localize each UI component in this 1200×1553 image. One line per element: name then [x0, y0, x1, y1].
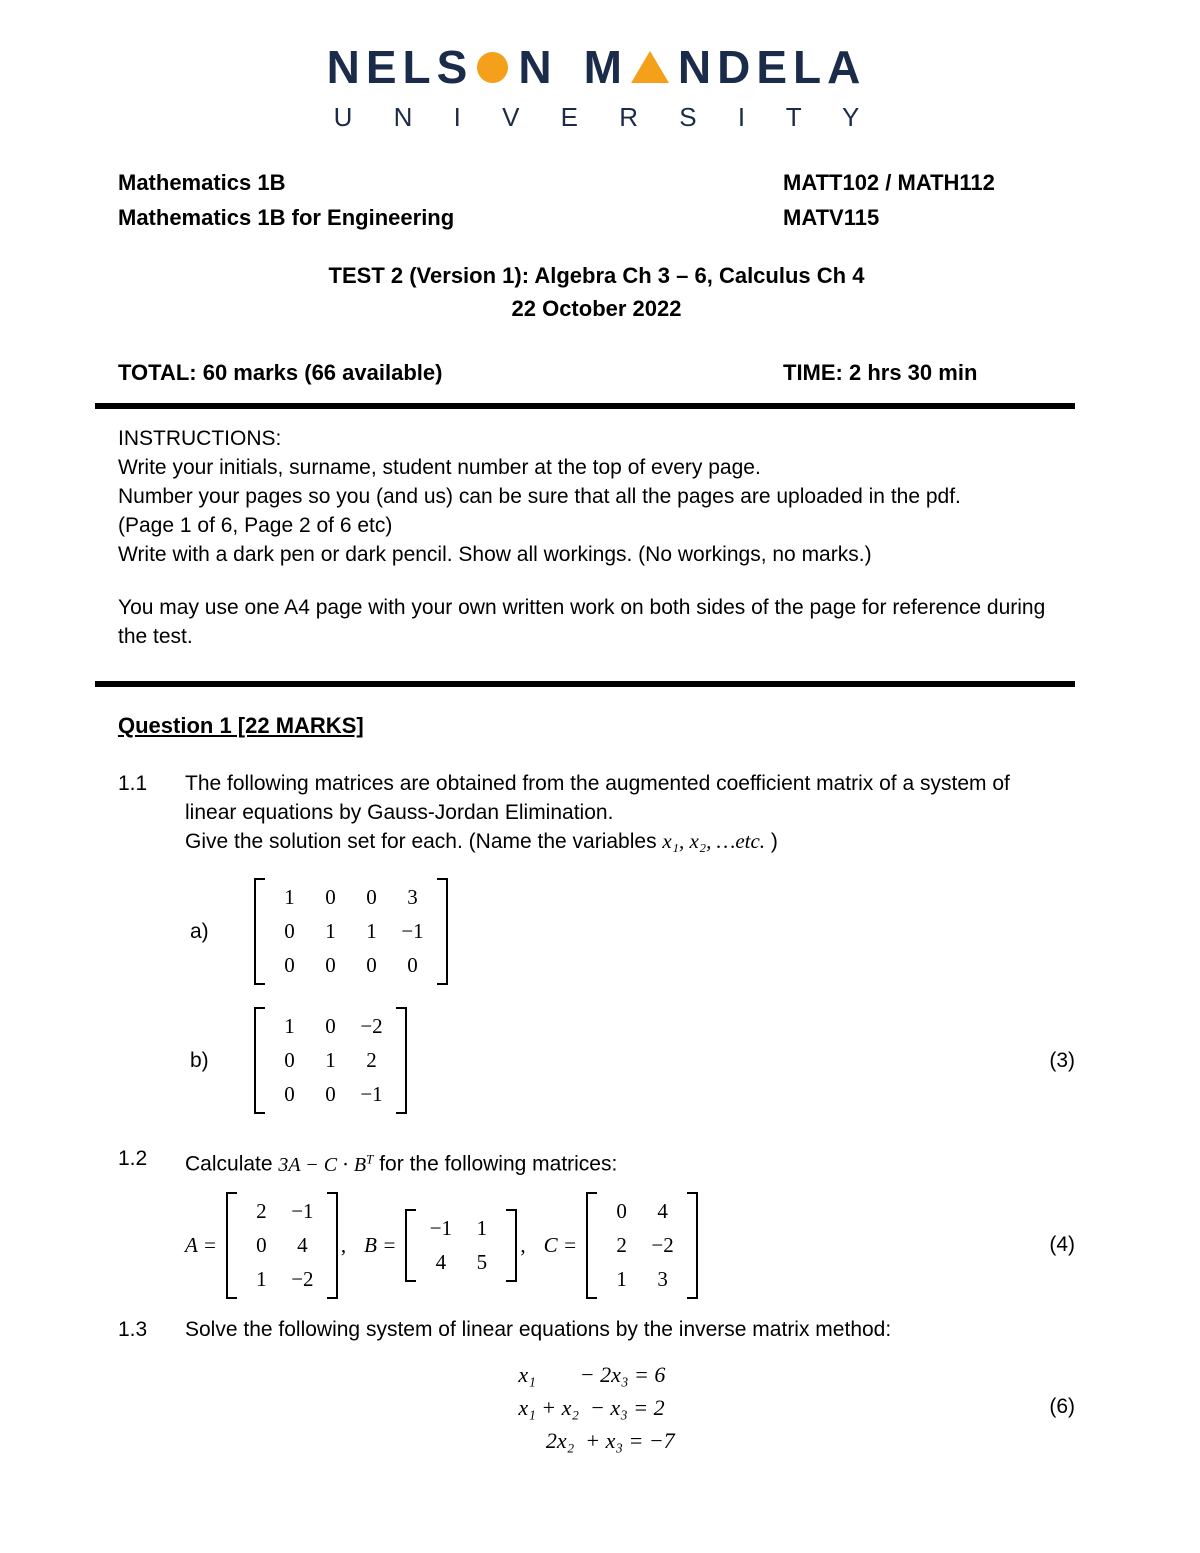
- question-number: 1.2: [118, 1147, 148, 1170]
- question-1-3-text: Solve the following system of linear equations by the inverse matrix method:: [185, 1317, 892, 1341]
- matrix-cell: 0: [616, 1198, 627, 1223]
- matrix-bracket-left: [226, 1192, 237, 1299]
- matrix-cell: 0: [284, 953, 295, 977]
- matrix-cell: 0: [284, 919, 295, 943]
- matrix-cell: 2: [256, 1198, 267, 1223]
- matrix-C: [586, 1192, 698, 1299]
- test-date: 22 October 2022: [511, 296, 682, 321]
- question-text-line: The following matrices are obtained from the augmented coefficient matrix of a system of: [185, 772, 1010, 795]
- matrix-bracket-left: [254, 1007, 265, 1114]
- matrix-cell: 0: [325, 1014, 336, 1038]
- matrix-cell: 0: [284, 1048, 295, 1072]
- equation-lines: [518, 1358, 674, 1457]
- logo-text-n: N: [518, 41, 558, 93]
- question-text-line: linear equations by Gauss-Jordan Elimination.: [185, 801, 614, 824]
- course-name-1: Mathematics 1B: [118, 170, 286, 195]
- matrix-A-label: A =: [185, 1232, 217, 1257]
- test-title: [118, 259, 1075, 325]
- matrix-A-grid: [237, 1192, 327, 1299]
- question-text-prefix: Give the solution set for each. (Name the variables: [185, 830, 663, 853]
- matrix-cell: −1: [429, 1215, 453, 1240]
- course-name-2: Mathematics 1B for Engineering: [118, 205, 455, 230]
- expression-body: 3A − C ⋅ B: [278, 1153, 367, 1176]
- marks-badge: (3): [1049, 1048, 1075, 1072]
- matrix-cell: 4: [657, 1198, 668, 1223]
- matrix-a: [254, 878, 448, 985]
- matrix-cell: 1: [476, 1215, 488, 1240]
- matrix-cell: −1: [291, 1198, 314, 1223]
- matrix-B-grid: [416, 1209, 506, 1282]
- instruction-line: Write with a dark pen or dark pencil. Show all workings. (No workings, no marks.): [118, 543, 872, 566]
- matrix-cell: 1: [284, 885, 295, 909]
- expression-math: [278, 1151, 374, 1176]
- matrix-B: [405, 1209, 517, 1282]
- matrix-bracket-right: [506, 1209, 517, 1282]
- matrix-cell: −1: [401, 919, 424, 943]
- reference-note: You may use one A4 page with your own written work on both sides of the page for reference during the test.: [118, 596, 1046, 648]
- question-1-3: [118, 1315, 1075, 1344]
- question-1-2: [118, 1144, 1075, 1180]
- instruction-line: Number your pages so you (and us) can be sure that all the pages are uploaded in the pdf.: [118, 485, 961, 508]
- marks-badge: (6): [1049, 1395, 1075, 1419]
- matrix-cell: 4: [435, 1249, 447, 1274]
- logo-text-nels: NELS: [326, 41, 474, 93]
- matrix-cell: 0: [407, 953, 418, 977]
- equation-system: [118, 1358, 1075, 1457]
- horizontal-rule-top: [95, 403, 1075, 409]
- matrix-cell: 1: [325, 919, 336, 943]
- question-1-2-text: [185, 1144, 1075, 1180]
- logo-subtitle: U N I V E R S I T Y: [333, 102, 877, 132]
- matrix-cell: 0: [325, 953, 336, 977]
- matrix-cell: 3: [407, 885, 418, 909]
- course-names: [118, 165, 783, 235]
- matrix-cell: 1: [366, 919, 377, 943]
- matrix-cell: 2: [616, 1232, 627, 1257]
- question-text-prefix: Calculate: [185, 1152, 279, 1176]
- matrix-bracket-left: [254, 878, 265, 985]
- matrix-bracket-left: [405, 1209, 416, 1282]
- part-b-row: [118, 1007, 1075, 1114]
- variables-math: x₁, x₂, …etc.: [662, 829, 766, 853]
- matrix-bracket-right: [396, 1007, 407, 1114]
- instructions-heading: INSTRUCTIONS:: [118, 427, 282, 450]
- matrix-cell: −2: [360, 1014, 383, 1038]
- matrix-b: [254, 1007, 407, 1114]
- matrix-cell: 0: [325, 885, 336, 909]
- matrix-bracket-right: [437, 878, 448, 985]
- matrix-cell: 0: [284, 1082, 295, 1106]
- logo-text-ndela: NDELA: [677, 41, 867, 93]
- matrix-bracket-right: [327, 1192, 338, 1299]
- matrix-b-grid: [265, 1007, 396, 1114]
- time-allowed: TIME: 2 hrs 30 min: [783, 360, 978, 385]
- question-text-line: [185, 1144, 1075, 1180]
- question-1-1: [118, 769, 1075, 856]
- test-title-line1: TEST 2 (Version 1): Algebra Ch 3 – 6, Calculus Ch 4: [328, 263, 865, 288]
- matrix-cell: 0: [256, 1232, 267, 1257]
- question-text-suffix: for the following matrices:: [373, 1152, 618, 1176]
- total-time-row: [118, 355, 1075, 390]
- question-number: 1.1: [118, 772, 148, 795]
- matrix-cell: 1: [616, 1266, 627, 1291]
- course-code-1: MATT102 / MATH112: [783, 170, 995, 195]
- matrix-cell: 4: [297, 1232, 308, 1257]
- matrices-definition-row: [118, 1192, 1075, 1299]
- logo-text-m: M: [583, 41, 628, 93]
- matrix-a-grid: [265, 878, 437, 985]
- matrix-cell: 1: [256, 1266, 267, 1291]
- instruction-line: (Page 1 of 6, Page 2 of 6 etc): [118, 514, 393, 537]
- instructions-section: [118, 424, 1075, 651]
- separator-comma: ,: [340, 1232, 347, 1257]
- equation-line: x₁ − 2x₃ = 6: [518, 1361, 666, 1387]
- total-marks: TOTAL: 60 marks (66 available): [118, 360, 443, 385]
- matrix-B-label: B =: [364, 1232, 397, 1257]
- matrix-C-grid: [597, 1192, 687, 1299]
- matrix-cell: −2: [651, 1232, 674, 1257]
- logo-wordmark: [118, 41, 1075, 93]
- equation-line: 2x₂ + x₃ = −7: [518, 1427, 675, 1453]
- course-header: [118, 165, 1075, 235]
- part-a-row: [118, 878, 1075, 985]
- logo-a-triangle-icon: [631, 51, 669, 83]
- question-1-heading: Question 1 [22 MARKS]: [118, 713, 364, 738]
- matrix-cell: 1: [284, 1014, 295, 1038]
- matrix-bracket-left: [586, 1192, 597, 1299]
- matrix-A: [226, 1192, 338, 1299]
- matrix-cell: 0: [325, 1082, 336, 1106]
- matrix-cell: 5: [476, 1249, 488, 1274]
- transpose-superscript: T: [366, 1151, 374, 1166]
- question-text-line: [185, 827, 1075, 856]
- part-b-label: b): [190, 1048, 209, 1072]
- instruction-line: Write your initials, surname, student number at the top of every page.: [118, 456, 761, 479]
- course-code-2: MATV115: [783, 205, 880, 230]
- matrix-cell: 0: [366, 885, 377, 909]
- matrix-cell: 2: [366, 1048, 377, 1072]
- university-logo: [118, 41, 1075, 133]
- matrix-cell: −2: [291, 1266, 314, 1291]
- separator-comma: ,: [520, 1232, 526, 1257]
- matrix-cell: 3: [657, 1266, 668, 1291]
- marks-badge: (4): [1049, 1233, 1075, 1257]
- course-codes: [783, 165, 1075, 235]
- question-1-1-text: [185, 769, 1075, 856]
- horizontal-rule-mid: [95, 681, 1075, 687]
- equation-line: x₁ + x₂ − x₃ = 2: [518, 1394, 665, 1420]
- matrix-cell: −1: [360, 1082, 383, 1106]
- matrix-C-label: C =: [543, 1232, 578, 1257]
- matrix-cell: 0: [366, 953, 377, 977]
- logo-o-circle-icon: [477, 52, 508, 83]
- part-a-label: a): [190, 919, 209, 943]
- question-text-suffix: ): [765, 830, 778, 853]
- question-number: 1.3: [118, 1317, 148, 1341]
- matrix-cell: 1: [325, 1048, 336, 1072]
- matrix-bracket-right: [687, 1192, 698, 1299]
